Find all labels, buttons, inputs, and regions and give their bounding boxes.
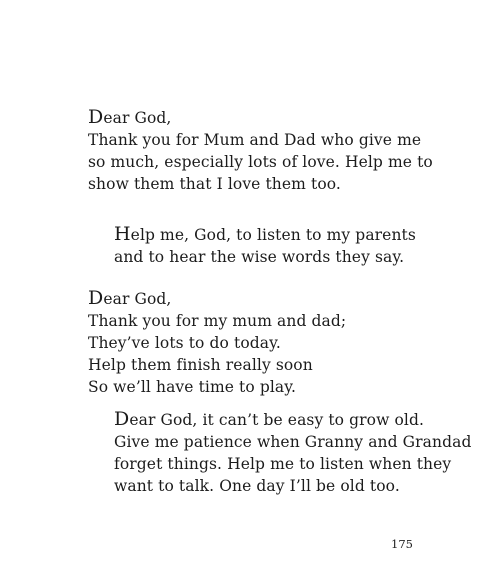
prayer-line: Thank you for Mum and Dad who give me [88,131,422,149]
prayer-line: They’ve lots to do today. [88,334,281,352]
prayer-4 [114,408,471,497]
prayer-line: Help me, God, to listen to my parents [114,223,416,245]
prayer-line: and to hear the wise words they say. [114,248,405,266]
prayer-line: want to talk. One day I’ll be old too. [114,477,400,495]
prayer-3 [88,287,346,398]
prayer-line: show them that I love them too. [88,175,341,193]
prayer-line: Give me patience when Granny and Grandad [114,433,472,451]
prayer-line: Thank you for my mum and dad; [88,312,347,330]
prayer-line: Help them finish really soon [88,356,313,374]
prayer-line: Dear God, it can’t be easy to grow old. [114,408,425,430]
prayer-line: forget things. Help me to listen when they [114,455,452,473]
prayer-line: So we’ll have time to play. [88,378,297,396]
prayer-2 [114,223,416,268]
prayer-line: Dear God, [88,287,172,309]
prayer-1 [88,106,433,195]
prayer-line: so much, especially lots of love. Help me to [88,153,433,171]
page-number: 175 [391,537,413,551]
prayer-line: Dear God, [88,106,172,128]
